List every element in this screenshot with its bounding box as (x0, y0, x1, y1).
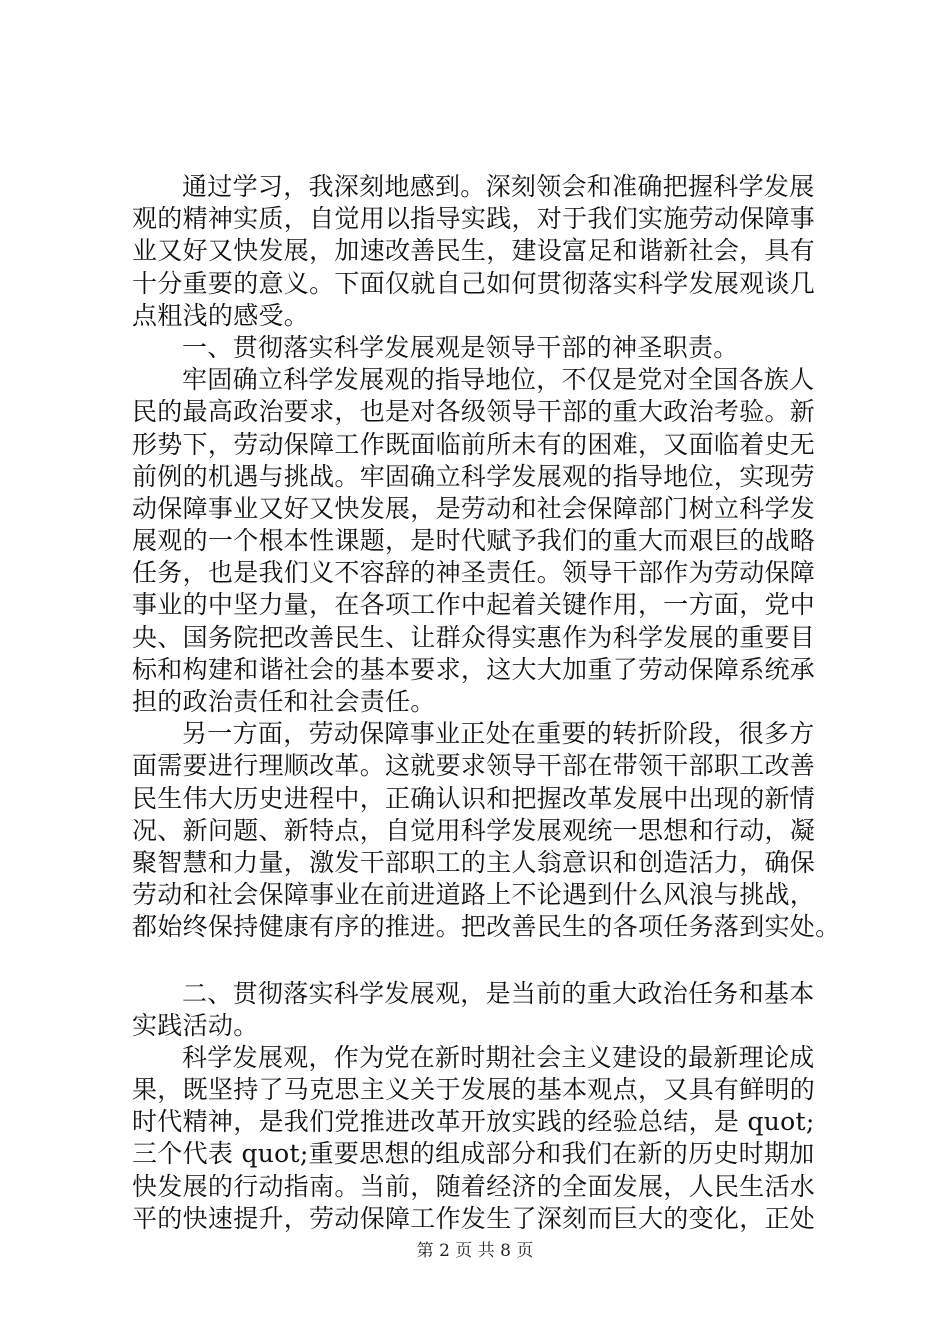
text-line: 时代精神，是我们党推进改革开放实践的经验总结，是 quot; (132, 1107, 815, 1137)
text-line: 二、贯彻落实科学发展观，是当前的重大政治任务和基本 (182, 978, 815, 1008)
document-body (132, 171, 841, 1235)
text-line: 一、贯彻落实科学发展观是领导干部的神圣职责。 (182, 332, 739, 362)
text-line: 业又好又快发展，加速改善民生，建设富足和谐新社会，具有 (132, 236, 816, 266)
text-line: 通过学习，我深刻地感到。深刻领会和准确把握科学发展 (182, 172, 815, 201)
text-line: 点粗浅的感受。 (132, 300, 310, 330)
text-line: 担的政治责任和社会责任。 (132, 687, 436, 716)
text-line: 都始终保持健康有序的推进。把改善民生的各项任务落到实处。 (132, 912, 841, 942)
text-line: 展观的一个根本性课题，是时代赋予我们的重大而艰巨的战略 (132, 526, 816, 556)
text-line: 民生伟大历史进程中，正确认识和把握改革发展中出现的新情 (132, 783, 816, 813)
text-line: 形势下，劳动保障工作既面临前所未有的困难，又面临着史无 (132, 429, 816, 459)
text-line: 民的最高政治要求，也是对各级领导干部的重大政治考验。新 (132, 397, 816, 427)
text-line: 事业的中坚力量，在各项工作中起着关键作用，一方面，党中 (132, 590, 816, 620)
text-line: 聚智慧和力量，激发干部职工的主人翁意识和创造活力，确保 (132, 847, 816, 877)
text-line: 实践活动。 (132, 1010, 259, 1040)
text-line: 观的精神实质，自觉用以指导实践，对于我们实施劳动保障事 (132, 204, 816, 234)
text-line: 任务，也是我们义不容辞的神圣责任。领导干部作为劳动保障 (132, 558, 816, 588)
text-line: 另一方面，劳动保障事业正处在重要的转折阶段，很多方 (182, 719, 815, 749)
text-line: 面需要进行理顺改革。这就要求领导干部在带领干部职工改善 (132, 751, 816, 781)
text-line: 科学发展观，作为党在新时期社会主义建设的最新理论成 (182, 1042, 815, 1072)
text-line: 动保障事业又好又快发展，是劳动和社会保障部门树立科学发 (132, 493, 816, 523)
text-line: 况、新问题、新特点，自觉用科学发展观统一思想和行动，凝 (132, 815, 816, 845)
text-line: 十分重要的意义。下面仅就自己如何贯彻落实科学发展观谈几 (132, 268, 816, 298)
text-line: 三个代表 quot;重要思想的组成部分和我们在新的历史时期加 (132, 1139, 815, 1169)
text-line: 快发展的行动指南。当前，随着经济的全面发展，人民生活水 (132, 1171, 816, 1201)
text-line: 牢固确立科学发展观的指导地位，不仅是党对全国各族人 (182, 365, 815, 395)
text-line: 标和构建和谐社会的基本要求，这大大加重了劳动保障系统承 (132, 654, 816, 684)
page-footer (0, 1240, 950, 1262)
page-number-label: 第 2 页 共 8 页 (416, 1241, 534, 1261)
text-line: 劳动和社会保障事业在前进道路上不论遇到什么风浪与挑战， (132, 880, 816, 910)
text-line: 果，既坚持了马克思主义关于发展的基本观点，又具有鲜明的 (132, 1075, 816, 1105)
text-line: 央、国务院把改善民生、让群众得实惠作为科学发展的重要目 (132, 622, 816, 652)
blank-line (132, 944, 832, 978)
text-line: 平的快速提升，劳动保障工作发生了深刻而巨大的变化，正处 (132, 1203, 816, 1233)
text-line: 前例的机遇与挑战。牢固确立科学发展观的指导地位，实现劳 (132, 461, 816, 491)
